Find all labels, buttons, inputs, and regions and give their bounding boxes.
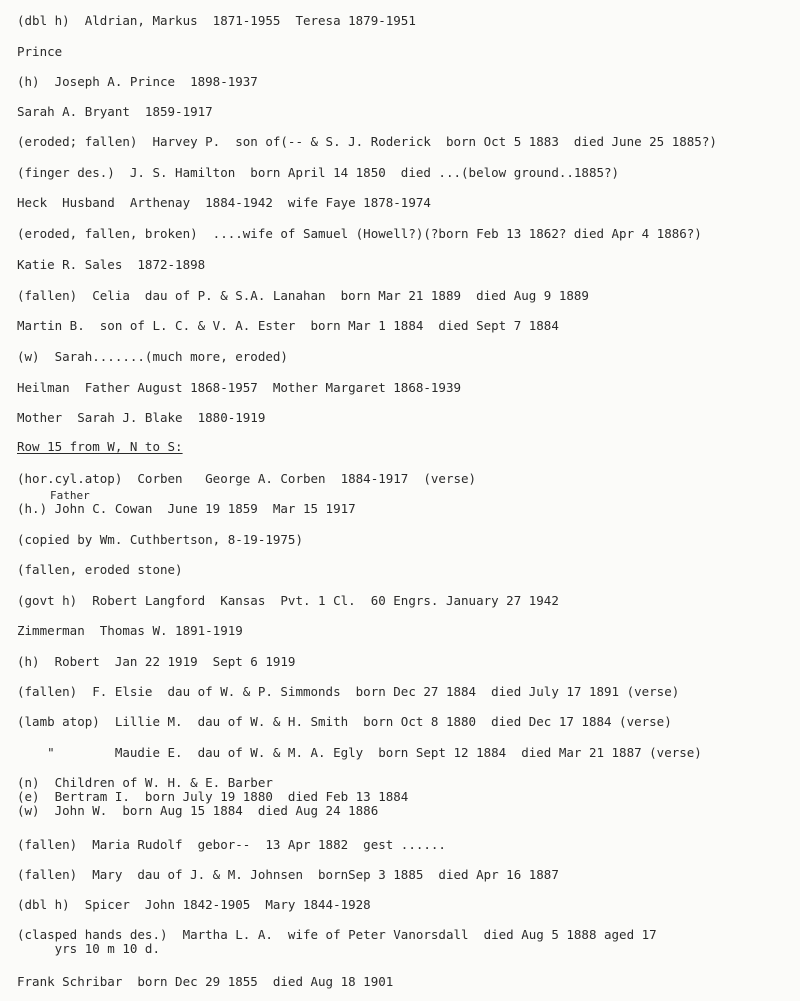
entry-copied-note: (copied by Wm. Cuthbertson, 8-19-1975) <box>17 532 303 547</box>
entry-heck: Heck Husband Arthenay 1884-1942 wife Faye 1878-1974 <box>17 195 431 210</box>
entry-cowan: (h.) John C. Cowan June 19 1859 Mar 15 1917 <box>17 501 356 516</box>
entry-heilman: Heilman Father August 1868-1957 Mother Margaret 1868-1939 <box>17 380 462 395</box>
entry-schribar: Frank Schribar born Dec 29 1855 died Aug 18 1901 <box>17 974 394 989</box>
entry-lillie-smith: (lamb atop) Lillie M. dau of W. & H. Smith born Oct 8 1880 died Dec 17 1884 (verse) <box>17 714 672 729</box>
row-heading: Row 15 from W, N to S: <box>17 439 183 454</box>
entry-bertram-barber: (e) Bertram I. born July 19 1880 died Feb 13 1884 <box>17 789 409 804</box>
entry-spicer: (dbl h) Spicer John 1842-1905 Mary 1844-1928 <box>17 897 371 912</box>
entry-corben: (hor.cyl.atop) Corben George A. Corben 1884-1917 (verse) <box>17 471 477 486</box>
entry-zimmerman: Zimmerman Thomas W. 1891-1919 <box>17 623 243 638</box>
entry-maudie-egly: " Maudie E. dau of W. & M. A. Egly born Sept 12 1884 died Mar 21 1887 (verse) <box>17 745 702 760</box>
entry-vanorsdall-cont: yrs 10 m 10 d. <box>17 941 160 956</box>
entry-langford: (govt h) Robert Langford Kansas Pvt. 1 Cl. 60 Engrs. January 27 1942 <box>17 593 559 608</box>
entry-mary-johnsen: (fallen) Mary dau of J. & M. Johnsen bornSep 3 1885 died Apr 16 1887 <box>17 867 559 882</box>
entry-aldrian: (dbl h) Aldrian, Markus 1871-1955 Teresa 1879-1951 <box>17 13 416 28</box>
entry-martin-ester: Martin B. son of L. C. & V. A. Ester born Mar 1 1884 died Sept 7 1884 <box>17 318 559 333</box>
entry-barber-children: (n) Children of W. H. & E. Barber <box>17 775 273 790</box>
entry-hamilton: (finger des.) J. S. Hamilton born April 14 1850 died ...(below ground..1885?) <box>17 165 620 180</box>
father-annotation: Father <box>50 489 90 502</box>
entry-sarah-eroded: (w) Sarah.......(much more, eroded) <box>17 349 288 364</box>
entry-joseph-prince: (h) Joseph A. Prince 1898-1937 <box>17 74 258 89</box>
entry-elsie-simmonds: (fallen) F. Elsie dau of W. & P. Simmonds born Dec 27 1884 died July 17 1891 (verse) <box>17 684 680 699</box>
entry-howell: (eroded, fallen, broken) ....wife of Samuel (Howell?)(?born Feb 13 1862? died Apr 4 1886?) <box>17 226 702 241</box>
entry-sarah-blake: Mother Sarah J. Blake 1880-1919 <box>17 410 266 425</box>
entry-katie-sales: Katie R. Sales 1872-1898 <box>17 257 206 272</box>
entry-fallen-eroded: (fallen, eroded stone) <box>17 562 183 577</box>
entry-john-barber: (w) John W. born Aug 15 1884 died Aug 24 1886 <box>17 803 379 818</box>
entry-maria-rudolf: (fallen) Maria Rudolf gebor-- 13 Apr 1882 gest ...... <box>17 837 446 852</box>
entry-sarah-bryant: Sarah A. Bryant 1859-1917 <box>17 104 213 119</box>
entry-celia-lanahan: (fallen) Celia dau of P. & S.A. Lanahan born Mar 21 1889 died Aug 9 1889 <box>17 288 589 303</box>
entry-vanorsdall: (clasped hands des.) Martha L. A. wife of Peter Vanorsdall died Aug 5 1888 aged 17 <box>17 927 657 942</box>
entry-harvey-roderick: (eroded; fallen) Harvey P. son of(-- & S. J. Roderick born Oct 5 1883 died June 25 1885?) <box>17 134 717 149</box>
entry-robert: (h) Robert Jan 22 1919 Sept 6 1919 <box>17 654 296 669</box>
entry-prince-family: Prince <box>17 44 63 59</box>
